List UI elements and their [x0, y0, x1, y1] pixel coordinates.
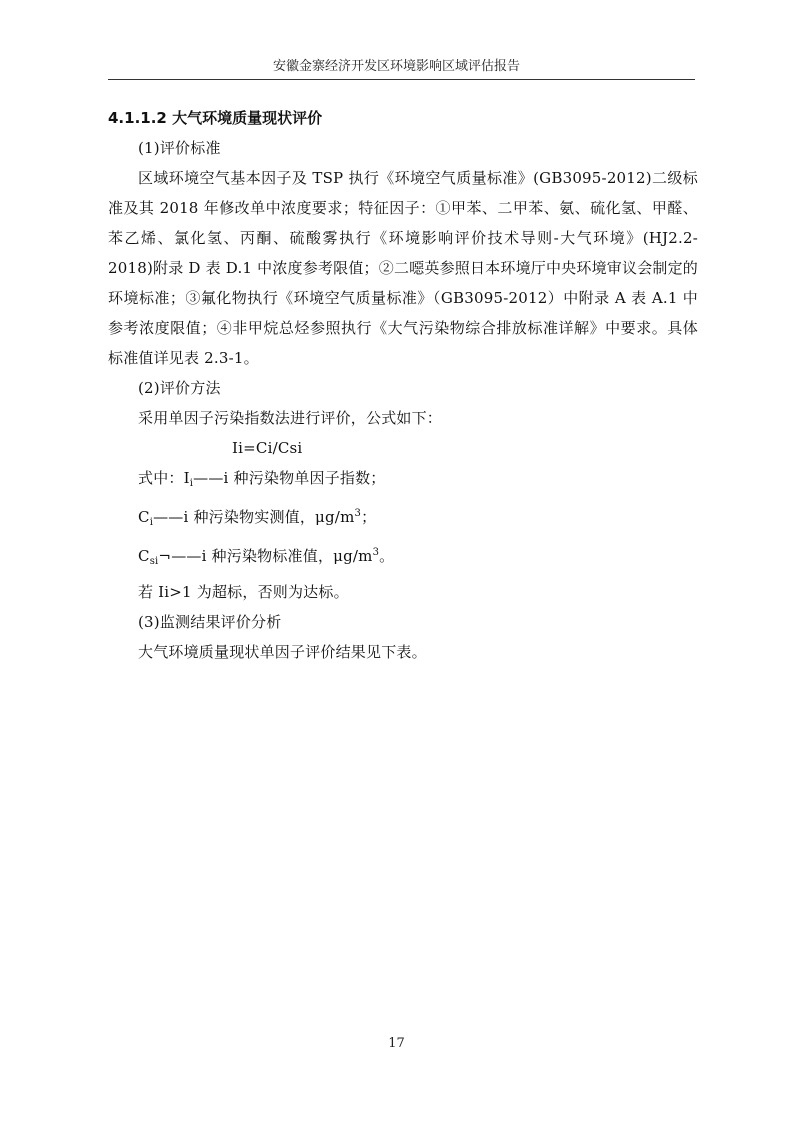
- page-header: 安徽金寨经济开发区环境影响区域评估报告: [272, 59, 520, 74]
- formula: Ii=Ci/Csi: [232, 439, 303, 457]
- paragraph-results-intro: 大气环境质量现状单因子评价结果见下表。: [138, 643, 427, 661]
- paragraph-standards: 区域环境空气基本因子及 TSP 执行《环境空气质量标准》(GB3095-2012)二级标准及其 2018 年修改单中浓度要求；特征因子：①甲苯、二甲苯、氨、硫化氢、甲醛、苯乙烯、氯化氢、丙酮、硫酸雾执行《环境影响评价技术导则-大气环境》(HJ2.2-2018)附录 D 表 D.1 中浓度参考限值；②二噁英参照日本环境厅中央环境审议会制定的环境标准；③氟化物执行《环境空气质量标准》（GB3095-2012）中附录 A 表 A.1 中参考浓度限值；④非甲烷总烃参照执行《大气污染物综合排放标准详解》中要求。具体标准值详见表 2.3-1。: [108, 169, 698, 367]
- definition-measured: $C_i——i$ 种污染物实测值，$\mu g/m^3$；: [138, 508, 377, 528]
- header-divider: [108, 79, 695, 80]
- subheading-evaluation-standard: (1)评价标准: [138, 139, 221, 157]
- document-body: [108, 103, 698, 667]
- definition-index: 式中：$I_i——i$ 种污染物单因子指数；: [138, 469, 386, 489]
- paragraph-exceedance-rule: 若 Ii>1 为超标，否则为达标。: [138, 583, 349, 601]
- page-number: 17: [388, 1036, 405, 1051]
- definition-standard: $C_{si}\neg——i$ 种污染物标准值，$\mu g/m^3$。: [138, 547, 395, 567]
- subheading-evaluation-method: (2)评价方法: [138, 379, 221, 397]
- paragraph-method-intro: 采用单因子污染指数法进行评价，公式如下：: [138, 409, 443, 427]
- section-title: 4.1.1.2 大气环境质量现状评价: [108, 109, 323, 127]
- subheading-monitoring-analysis: (3)监测结果评价分析: [138, 613, 282, 631]
